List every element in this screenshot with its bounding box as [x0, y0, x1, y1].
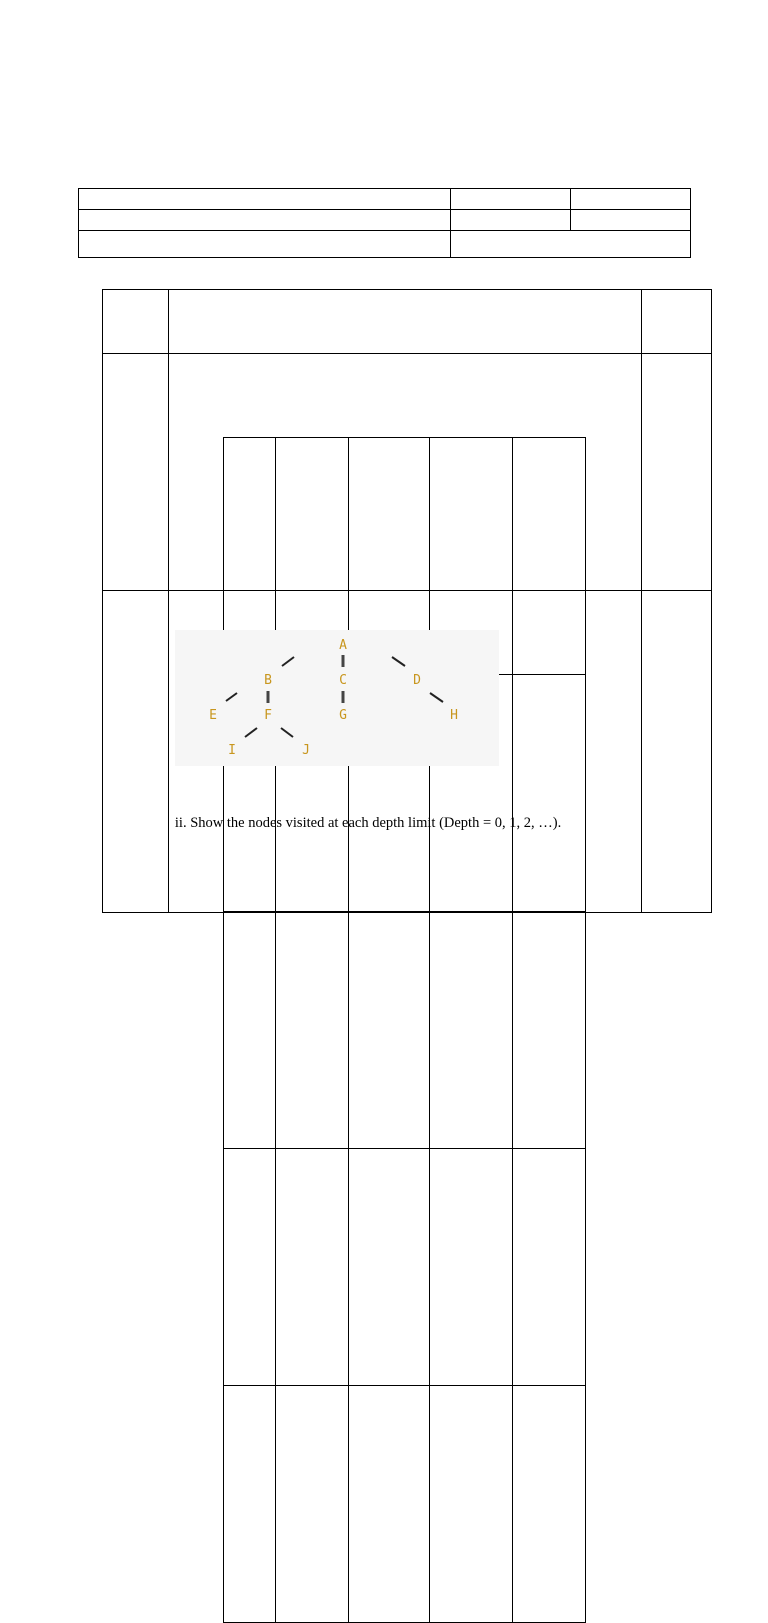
marks-header — [642, 290, 712, 354]
question-header — [168, 290, 641, 354]
node-i: I — [227, 743, 236, 758]
tree-diagram — [175, 630, 499, 766]
header-cell — [79, 189, 451, 210]
node-g: G — [338, 708, 347, 723]
header-cell — [571, 210, 691, 231]
edge-f-j — [281, 728, 293, 737]
node-b: B — [263, 673, 272, 688]
header-cell — [571, 189, 691, 210]
question-body-cell — [168, 591, 641, 913]
edge-b-e — [226, 693, 237, 701]
edge-a-d — [392, 657, 405, 666]
question-number-cell — [103, 354, 169, 591]
edge-d-h — [430, 693, 443, 702]
question-table — [102, 289, 712, 913]
header-info-table — [78, 188, 691, 258]
header-cell — [451, 210, 571, 231]
edge-a-b — [282, 657, 294, 666]
header-cell — [451, 189, 571, 210]
question-number-header — [103, 290, 169, 354]
node-h: H — [449, 708, 458, 723]
node-a: A — [338, 638, 347, 653]
node-f: F — [263, 708, 272, 723]
header-cell — [451, 231, 691, 258]
marks-cell — [642, 591, 712, 913]
header-cell — [79, 210, 451, 231]
question-number-cell — [103, 591, 169, 913]
header-cell — [79, 231, 451, 258]
question-part-ii-text: ii. Show the nodes visited at each depth limit (Depth = 0, 1, 2, …). — [174, 815, 562, 831]
edge-f-i — [245, 728, 257, 737]
question-body-cell — [168, 354, 641, 591]
node-e: E — [208, 708, 217, 723]
marks-cell — [642, 354, 712, 591]
node-d: D — [412, 673, 421, 688]
node-j: J — [301, 743, 310, 758]
node-c: C — [338, 673, 347, 688]
